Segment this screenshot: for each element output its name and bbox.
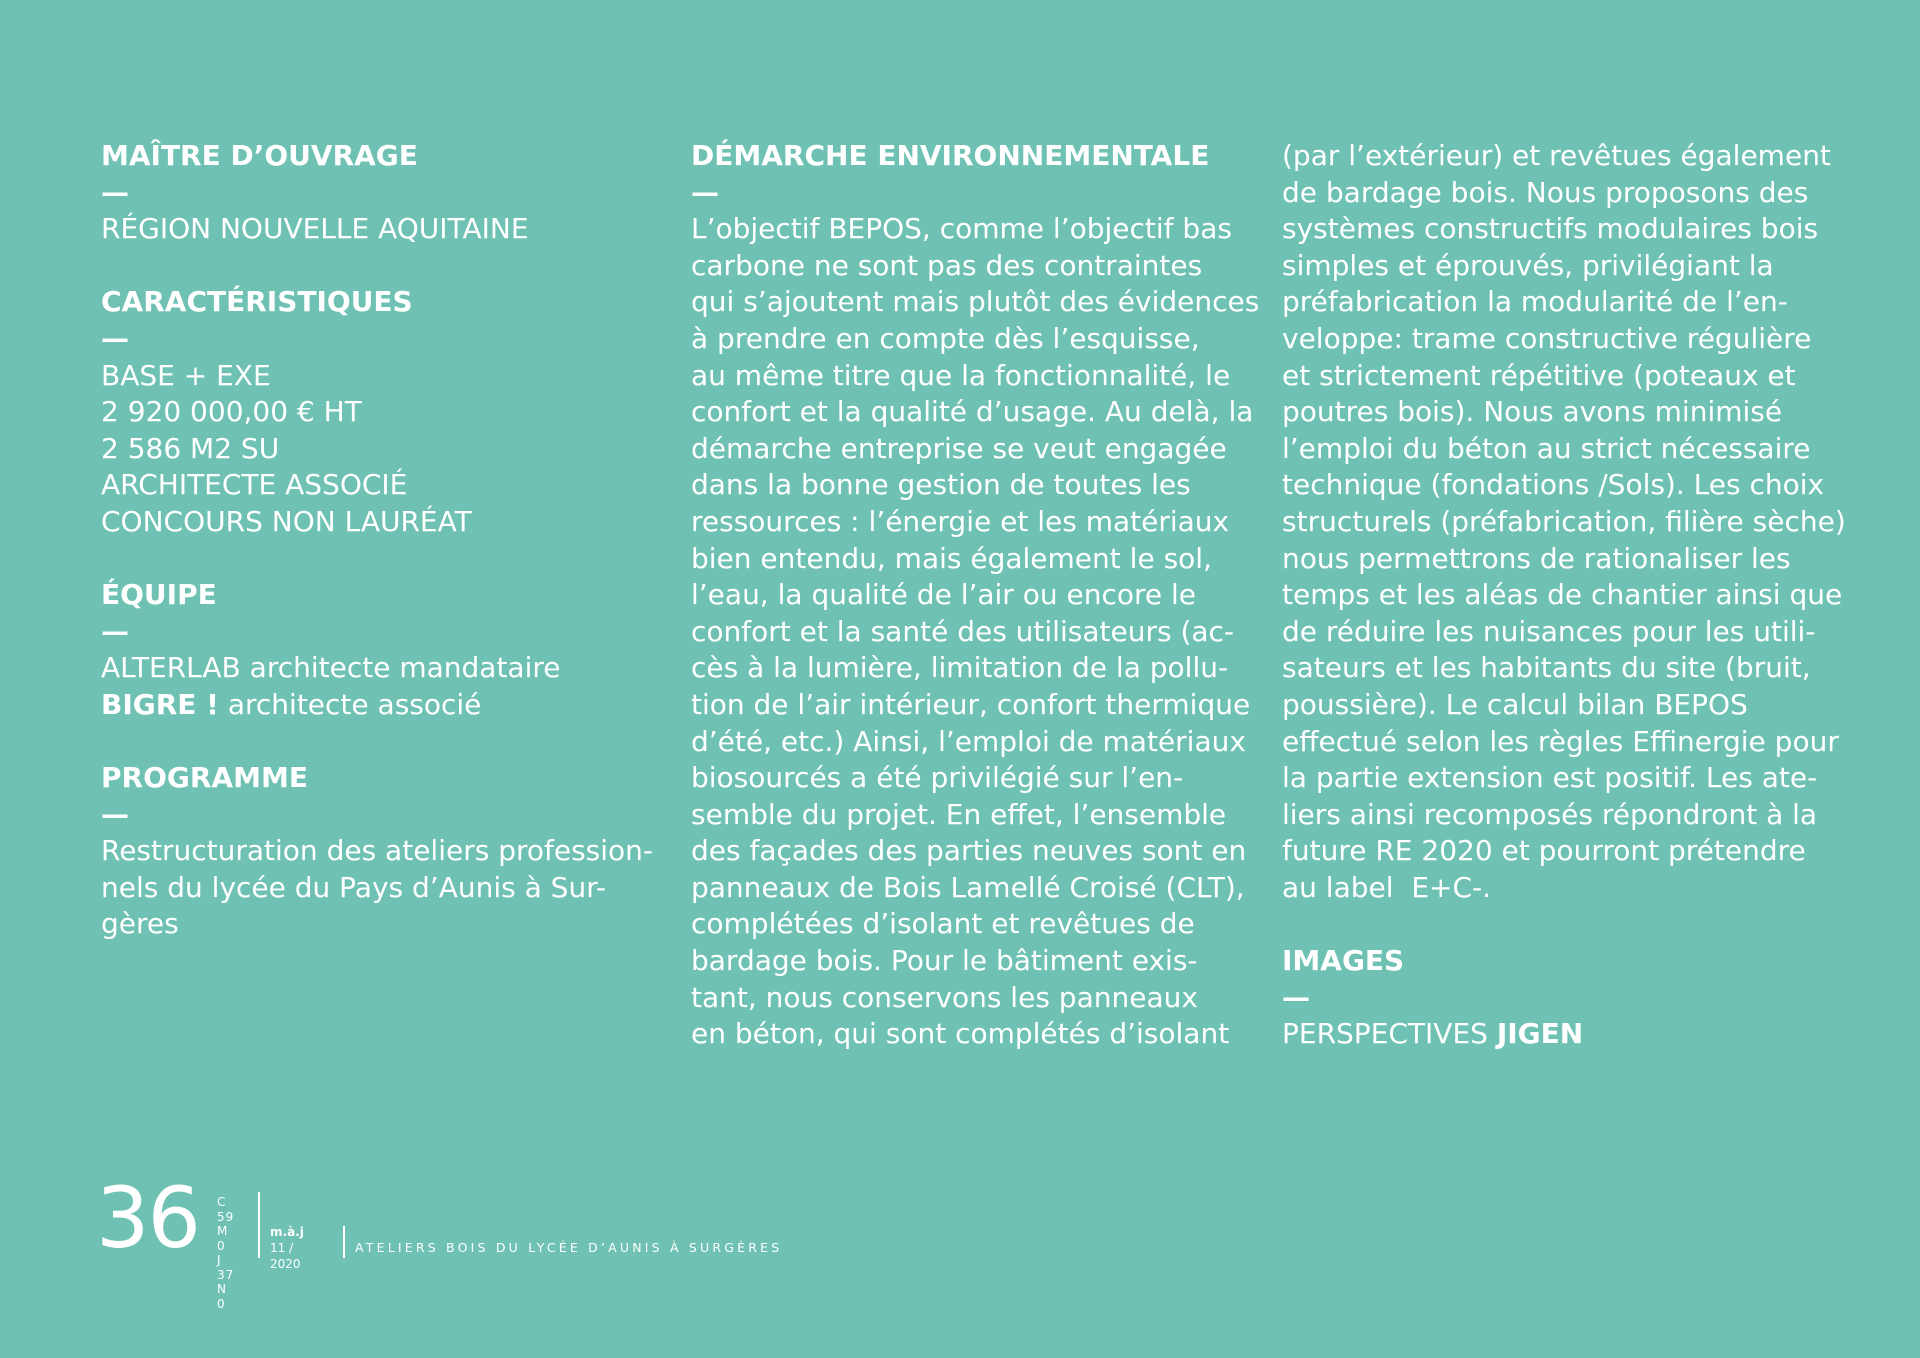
body-text-line: au même titre que la fonctionnalité, le [691,358,1231,392]
body-text-line: semble du projet. En effet, l’ensemble [691,797,1227,831]
column-left [101,138,661,943]
heading-equipe: ÉQUIPE [101,578,217,612]
heading-programme: PROGRAMME [101,761,308,795]
caracteristique-line: BASE + EXE [101,358,271,392]
body-text-line: veloppe: trame constructive régulière [1282,321,1812,355]
body-text-line: cès à la lumière, limitation de la pollu- [691,651,1229,685]
body-text-line: temps et les aléas de chantier ainsi que [1282,578,1843,612]
separator: — [101,797,129,831]
body-text-line: bien entendu, mais également le sol, [691,541,1212,575]
body-text-line: carbone ne sont pas des contraintes [691,248,1203,282]
separator: — [101,321,129,355]
body-text-line: la partie extension est positif. Les ate- [1282,761,1818,795]
body-text-line: démarche entreprise se veut engagée [691,431,1227,465]
body-text-line: liers ainsi recomposés répondront à la [1282,797,1818,831]
maitre-ouvrage-value: RÉGION NOUVELLE AQUITAINE [101,212,529,246]
separator: — [101,175,129,209]
equipe-associe-name: BIGRE ! [101,687,219,721]
divider [258,1192,260,1258]
body-text-line: complétées d’isolant et revêtues de [691,907,1195,941]
body-text-line: sateurs et les habitants du site (bruit, [1282,651,1811,685]
programme-line: gères [101,907,179,941]
update-info [270,1224,304,1272]
images-credit [1282,1016,1862,1053]
update-label: m.à.j [270,1225,304,1239]
body-text-line: structurels (préfabrication, filière sèche) [1282,504,1846,538]
cmjn-c: C 59 [217,1195,235,1224]
separator: — [1282,980,1310,1014]
body-text-line: effectué selon les règles Effinergie pour [1282,724,1839,758]
body-text-line: L’objectif BEPOS, comme l’objectif bas [691,212,1232,246]
project-title: ATELIERS BOIS DU LYCÉE D’AUNIS À SURGÈRES [355,1240,783,1255]
body-text-line: biosourcés a été privilégié sur l’en- [691,761,1184,795]
programme-line: Restructuration des ateliers profession- [101,834,654,868]
body-text-line: simples et éprouvés, privilégiant la [1282,248,1774,282]
images-credit-name: JIGEN [1496,1017,1584,1051]
heading-maitre-ouvrage: MAÎTRE D’OUVRAGE [101,139,418,172]
body-text-line: technique (fondations /Sols). Les choix [1282,468,1825,502]
images-credit-prefix: PERSPECTIVES [1282,1017,1497,1051]
caracteristique-line: 2 586 M2 SU [101,431,280,465]
equipe-associe-role: architecte associé [218,687,482,721]
caracteristique-line: 2 920 000,00 € HT [101,395,362,429]
body-text-line: confort et la santé des utilisateurs (ac- [691,614,1235,648]
body-text-line: en béton, qui sont complétés d’isolant [691,1017,1230,1051]
body-text-line: nous permettrons de rationaliser les [1282,541,1791,575]
body-text-line: tion de l’air intérieur, confort thermique [691,687,1251,721]
separator: — [691,175,719,209]
body-text-line: au label E+C-. [1282,870,1492,904]
cmjn-m: M 0 [217,1224,229,1253]
body-text-line: tant, nous conservons les panneaux [691,980,1198,1014]
body-text-line: préfabrication la modularité de l’en- [1282,285,1788,319]
cmjn-n: N 0 [217,1282,227,1311]
body-text-line: de réduire les nuisances pour les utili- [1282,614,1816,648]
equipe-line-associe [101,687,661,724]
heading-caracteristiques: CARACTÉRISTIQUES [101,285,413,319]
heading-images: IMAGES [1282,944,1405,978]
column-right [1282,138,1862,1053]
update-date: 11 / 2020 [270,1241,301,1271]
body-text-line: l’eau, la qualité de l’air ou encore le [691,578,1197,612]
demarche-body-continued [1282,138,1862,906]
body-text-line: panneaux de Bois Lamellé Croisé (CLT), [691,870,1245,904]
cmjn-values [217,1195,234,1311]
separator: — [101,614,129,648]
body-text-line: (par l’extérieur) et revêtues également [1282,139,1831,172]
demarche-body [691,211,1260,1053]
body-text-line: confort et la qualité d’usage. Au delà, la [691,395,1254,429]
body-text-line: à prendre en compte dès l’esquisse, [691,321,1200,355]
body-text-line: poussière). Le calcul bilan BEPOS [1282,687,1748,721]
body-text-line: systèmes constructifs modulaires bois [1282,212,1819,246]
body-text-line: des façades des parties neuves sont en [691,834,1247,868]
equipe-line-mandataire: ALTERLAB architecte mandataire [101,651,561,685]
column-middle [691,138,1260,1053]
caracteristique-line: CONCOURS NON LAURÉAT [101,504,472,538]
body-text-line: d’été, etc.) Ainsi, l’emploi de matériaux [691,724,1246,758]
body-text-line: bardage bois. Pour le bâtiment exis- [691,944,1198,978]
body-text-line: poutres bois). Nous avons minimisé [1282,395,1783,429]
body-text-line: de bardage bois. Nous proposons des [1282,175,1809,209]
body-text-line: l’emploi du béton au strict nécessaire [1282,431,1811,465]
body-text-line: ressources : l’énergie et les matériaux [691,504,1230,538]
caracteristique-line: ARCHITECTE ASSOCIÉ [101,468,408,502]
body-text-line: future RE 2020 et pourront prétendre [1282,834,1806,868]
body-text-line: qui s’ajoutent mais plutôt des évidences [691,285,1260,319]
cmjn-j: J 37 [217,1253,235,1282]
heading-demarche-environnementale: DÉMARCHE ENVIRONNEMENTALE [691,139,1210,172]
page-number: 36 [96,1169,199,1267]
body-text-line: et strictement répétitive (poteaux et [1282,358,1796,392]
body-text-line: dans la bonne gestion de toutes les [691,468,1191,502]
programme-line: nels du lycée du Pays d’Aunis à Sur- [101,870,607,904]
divider [343,1226,345,1258]
